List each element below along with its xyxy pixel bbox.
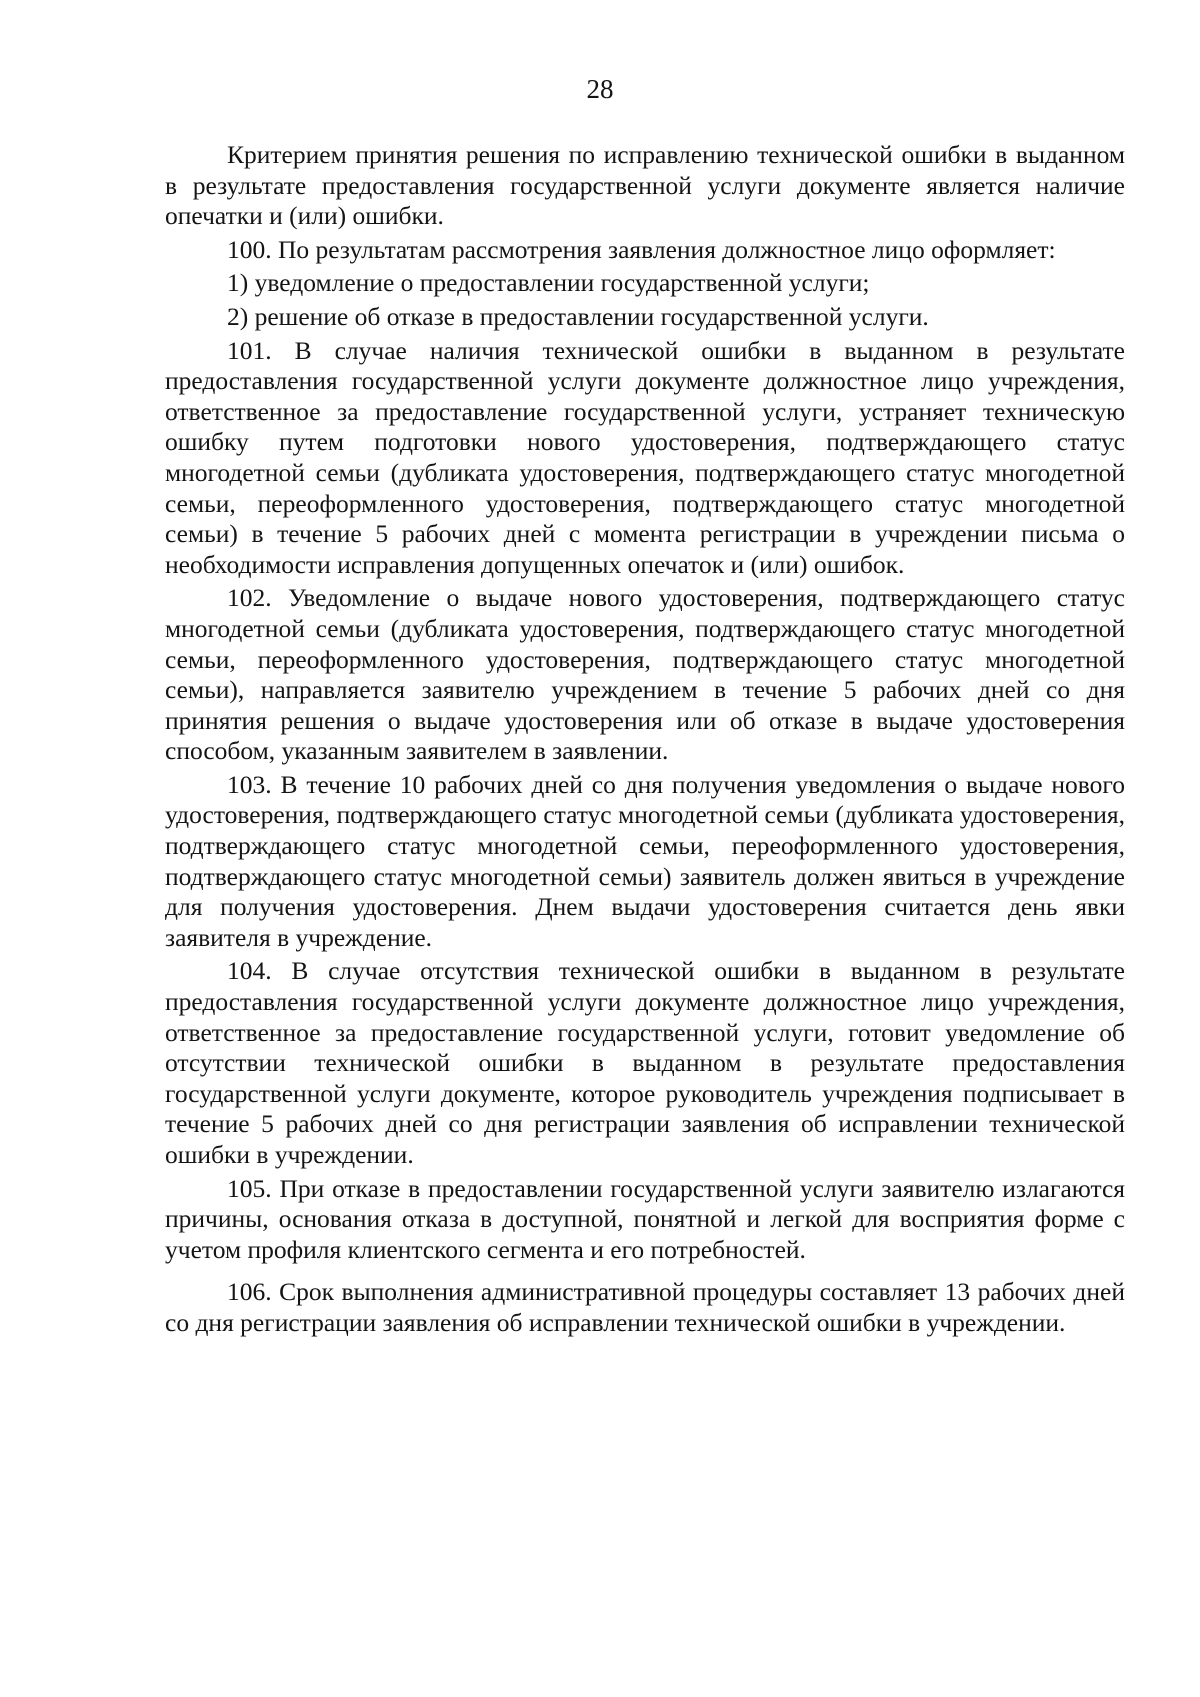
paragraph-100: 100. По результатам рассмотрения заявления должностное лицо оформляет: [227, 234, 1056, 264]
paragraph-104: 104. В случае отсутствия технической ошибки в выданном в результате предоставления государственной услуги документе должностное лицо учреждения, ответственное за предоставление государственной услуги, готовит уведомление об отсутствии технической ошибки в выданном в результате предоставления государственной услуги документе, которое руководитель учреждения подписывает в течение 5 рабочих дней со дня регистрации заявления об исправлении технической ошибки в учреждении. [165, 956, 1125, 1169]
page-number: 28 [586, 74, 614, 104]
list-item-1: 1) уведомление о предоставлении государственной услуги; [227, 268, 870, 298]
list-item-2: 2) решение об отказе в предоставлении государственной услуги. [227, 301, 929, 331]
paragraph-103: 103. В течение 10 рабочих дней со дня получения уведомления о выдаче нового удостоверения, подтверждающего статус многодетной семьи (дубликата удостоверения, подтверждающего статус многодетной семьи, переоформленного удостоверения, подтверждающего статус многодетной семьи) заявитель должен явиться в учреждение для получения удостоверения. Днем выдачи удостоверения считается день явки заявителя в учреждение. [165, 769, 1125, 952]
paragraph-102: 102. Уведомление о выдаче нового удостоверения, подтверждающего статус многодетной семьи (дубликата удостоверения, подтверждающего статус многодетной семьи, переоформленного удостоверения, подтверждающего статус многодетной семьи), направляется заявителю учреждением в течение 5 рабочих дней со дня принятия решения о выдаче удостоверения или об отказе в выдаче удостоверения способом, указанным заявителем в заявлении. [165, 583, 1125, 766]
paragraph-106: 106. Срок выполнения административной процедуры составляет 13 рабочих дней со дня регистрации заявления об исправлении технической ошибки в учреждении. [165, 1277, 1125, 1337]
paragraph-101: 101. В случае наличия технической ошибки в выданном в результате предоставления государственной услуги документе должностное лицо учреждения, ответственное за предоставление государственной услуги, устраняет техническую ошибку путем подготовки нового удостоверения, подтверждающего статус многодетной семьи (дубликата удостоверения, подтверждающего статус многодетной семьи, переоформленного удостоверения, подтверждающего статус многодетной семьи) в течение 5 рабочих дней с момента регистрации в учреждении письма о необходимости исправления допущенных опечаток и (или) ошибок. [165, 335, 1125, 579]
paragraph-105: 105. При отказе в предоставлении государственной услуги заявителю излагаются причины, основания отказа в доступной, понятной и легкой для восприятия форме с учетом профиля клиентского сегмента и его потребностей. [165, 1173, 1125, 1264]
paragraph-criterion: Критерием принятия решения по исправлению технической ошибки в выданном в результате предоставления государственной услуги документе является наличие опечатки и (или) ошибки. [165, 140, 1125, 231]
document-body [165, 140, 1125, 1339]
